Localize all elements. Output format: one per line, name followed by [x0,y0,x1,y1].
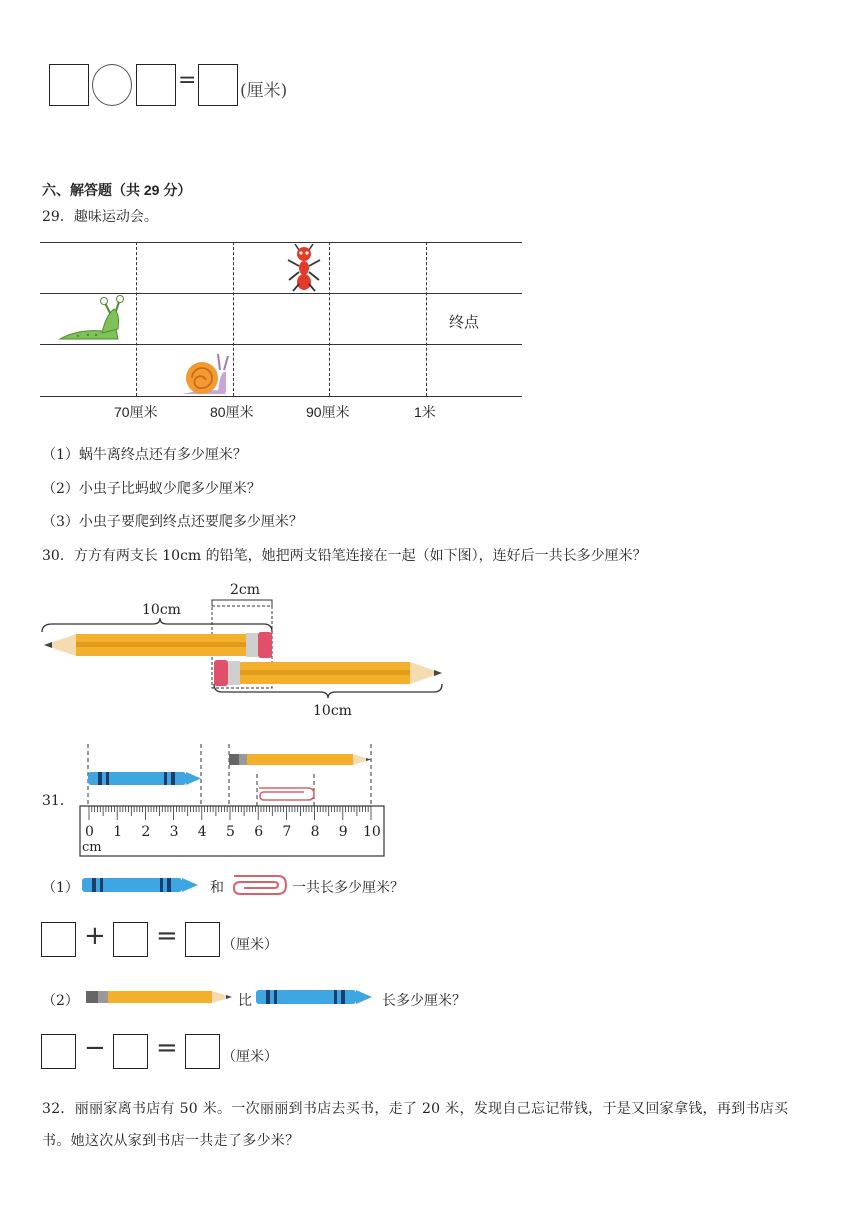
question-31-number: 31． [42,793,74,809]
question-30-title: 30．方方有两支长 10cm 的铅笔，她把两支铅笔连接在一起（如下图），连好后一共长多少厘米？ [42,548,647,564]
equals-sign: = [156,921,178,951]
minus-sign: − [84,1033,106,1063]
snail-icon [180,350,230,396]
question-29-sub3: （3）小虫子要爬到终点还要爬多少厘米？ [42,514,303,530]
ruler-number: 6 [254,824,264,840]
operator-circle[interactable] [92,64,132,106]
answer-box[interactable] [198,64,238,106]
label-top-10cm: 10cm [142,602,181,618]
tick-label-70: 70厘米 [114,404,158,420]
bug-icon [58,295,130,343]
answer-box[interactable] [113,922,148,957]
question-32-line1: 32．丽丽家离书店有 50 米。一次丽丽到书店去买书，走了 20 米，发现自己忘记带钱，于是又回家拿钱，再到书店买 [42,1101,789,1117]
ruler-number: 7 [282,824,292,840]
answer-box[interactable] [113,1034,148,1069]
tick-label-90: 90厘米 [306,404,350,420]
ruler-number: 8 [310,824,320,840]
ruler-number: 9 [338,824,348,840]
ruler-ticks [80,806,384,826]
unit-label: (厘米) [240,81,288,101]
ruler-number: 2 [141,824,151,840]
finish-label: 终点 [449,314,480,331]
question-31-sub2-suffix: 长多少厘米？ [382,993,466,1009]
equals-sign: = [156,1033,178,1063]
label-bottom-10cm: 10cm [313,703,352,719]
question-29-title: 29．趣味运动会。 [42,209,158,225]
and-text: 和 [210,880,224,896]
question-29-sub1: （1）蜗牛离终点还有多少厘米？ [42,447,247,463]
question-31-sub1-prefix: （1） [42,880,79,896]
question-32-line2: 书。她这次从家到书店一共走了多少米？ [42,1133,300,1149]
ruler-number: 4 [197,824,207,840]
question-31-sub2-prefix: （2） [42,993,79,1009]
plus-sign: + [84,921,106,951]
pencil-icon [86,989,234,1005]
ruler-number: 3 [169,824,179,840]
section-title: 六、解答题（共 29 分） [42,182,192,198]
answer-box[interactable] [136,64,176,106]
label-overlap-2cm: 2cm [230,582,261,598]
crayon-icon [256,988,374,1006]
paper-clip-icon [228,872,290,898]
tick-label-80: 80厘米 [210,404,254,420]
answer-box[interactable] [49,64,89,106]
ant-icon [285,244,323,292]
answer-box[interactable] [185,1034,220,1069]
ruler-numbers [80,824,384,844]
answer-box[interactable] [185,922,220,957]
ruler-number: 5 [226,824,235,840]
ruler-number: 1 [113,824,123,840]
question-29-sub2: （2）小虫子比蚂蚁少爬多少厘米？ [42,481,261,497]
crayon-icon [82,876,200,894]
unit-label: （厘米） [222,1049,278,1065]
ruler-unit: cm [82,840,102,855]
than-text: 比 [238,993,252,1009]
ruler-number: 10 [363,824,381,840]
tick-label-1m: 1米 [414,404,436,420]
question-31-sub1-suffix: 一共长多少厘米？ [292,880,404,896]
unit-label: （厘米） [222,937,278,953]
ruler-number: 0 [85,824,94,840]
equals-sign: = [178,68,197,93]
answer-box[interactable] [41,1034,76,1069]
answer-box[interactable] [41,922,76,957]
pencil-diagram [38,578,448,718]
